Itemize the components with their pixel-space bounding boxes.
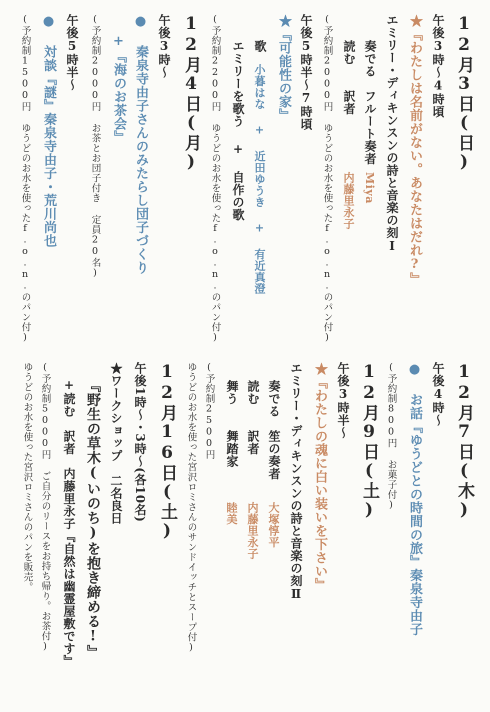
time-dec9: 午後3時半～ xyxy=(336,362,350,439)
date-dec4: 12月4日(月) xyxy=(181,14,201,173)
price2-dec16: ゆうどのお水を使った宮沢ロミさんのパンを販売。 xyxy=(21,362,33,592)
talk-dec4: ● 対談『謎』秦泉寺由子・荒川尚也 xyxy=(41,14,56,248)
price2-dec9: ゆうどのお水を使った宮沢ロミさんのサンドイッチとスープ付) xyxy=(185,362,197,654)
time-dec3-evening: 午後5時半～7時頃 xyxy=(299,14,313,131)
title-dec4: ● 秦泉寺由子さんのみたらし団子づくり xyxy=(133,14,148,275)
date-dec7: 12月7日(木) xyxy=(454,362,474,521)
subtitle-dec3: エミリー・ディキンスンの詩と音楽の刻Ⅰ xyxy=(385,14,399,254)
song-names-dec3: 小暮はな + 近田ゆうき + 有近真澄 xyxy=(253,64,266,295)
time-dec3: 午後3時～4時頃 xyxy=(431,14,445,118)
price-dec3: (予約制2000円 ゆうどのお水を使ったf.o.n.のパン付) xyxy=(321,14,333,344)
price-dec16: (予約制5000円 ご自分のリースをお持ち帰り。お茶付) xyxy=(39,362,51,653)
song-label-dec3: 歌 xyxy=(253,40,267,53)
price-dec3-evening: (予約制2200円 ゆうどのお水を使ったf.o.n.のパン付) xyxy=(209,14,221,344)
price-dec9: (予約制2500円 xyxy=(203,362,215,460)
line-dec3-evening: エミリーを歌う + 自作の歌 xyxy=(231,40,245,221)
work-dec16: 『野生の草木(いのち)を抱き締める!』 xyxy=(85,378,101,660)
date-dec16: 12月16日(土) xyxy=(157,362,177,542)
time-dec7: 午後4時～ xyxy=(431,362,445,427)
read-label-dec9: 読む 訳者 xyxy=(246,380,260,455)
title2-dec4: +『海のお茶会』 xyxy=(111,34,126,144)
play-name-dec3: Miya xyxy=(363,172,376,204)
read-dec16: +読む 訳者 内藤里永子『自然は幽霊屋敷です』 xyxy=(62,378,76,668)
dance-label-dec9: 舞う 舞踏家 xyxy=(225,380,239,468)
title-dec3: ★『わたしは名前がない。あなたはだれ?』 xyxy=(407,14,422,286)
read-name-dec3: 内藤里永子 xyxy=(342,172,355,230)
date-dec9: 12月9日(土) xyxy=(359,362,379,521)
price2-dec4: (予約制1500円 ゆうどのお水を使ったf.o.n.のパン付) xyxy=(19,14,31,344)
title-dec7: ● お話『ゆうどとの時間の旅』秦泉寺由子 xyxy=(407,362,422,636)
read-name-dec9: 内藤里永子 xyxy=(246,502,259,560)
price-dec4: (予約制2000円 お茶とお団子付き 定員20名) xyxy=(89,14,101,279)
date-dec3: 12月3日(日) xyxy=(454,14,474,173)
play-label-dec3: 奏でる フルート奏者 xyxy=(363,40,377,165)
price-dec7: (予約制800円 お菓子付) xyxy=(385,362,397,511)
title-dec9: ★『わたしの魂に白い装いを下さい』 xyxy=(312,362,327,592)
subtitle-dec9: エミリー・ディキンスンの詩と音楽の刻Ⅱ xyxy=(289,362,303,602)
read-label-dec3: 読む 訳者 xyxy=(342,40,356,115)
time-dec16: 午後1時～・3時～(各10名) xyxy=(133,362,147,523)
dance-name-dec9: 睦美 xyxy=(225,502,238,525)
title-dec3-evening: ★『可能性の家』 xyxy=(276,14,291,122)
time-dec4: 午後3時～ xyxy=(157,14,171,79)
play-name-dec9: 大塚惇平 xyxy=(267,502,280,548)
time2-dec4: 午後5時半～ xyxy=(65,14,79,91)
title-dec16: ★ワークショップ 二名良日 xyxy=(109,362,123,525)
play-label-dec9: 奏でる 笙の奏者 xyxy=(267,380,281,480)
